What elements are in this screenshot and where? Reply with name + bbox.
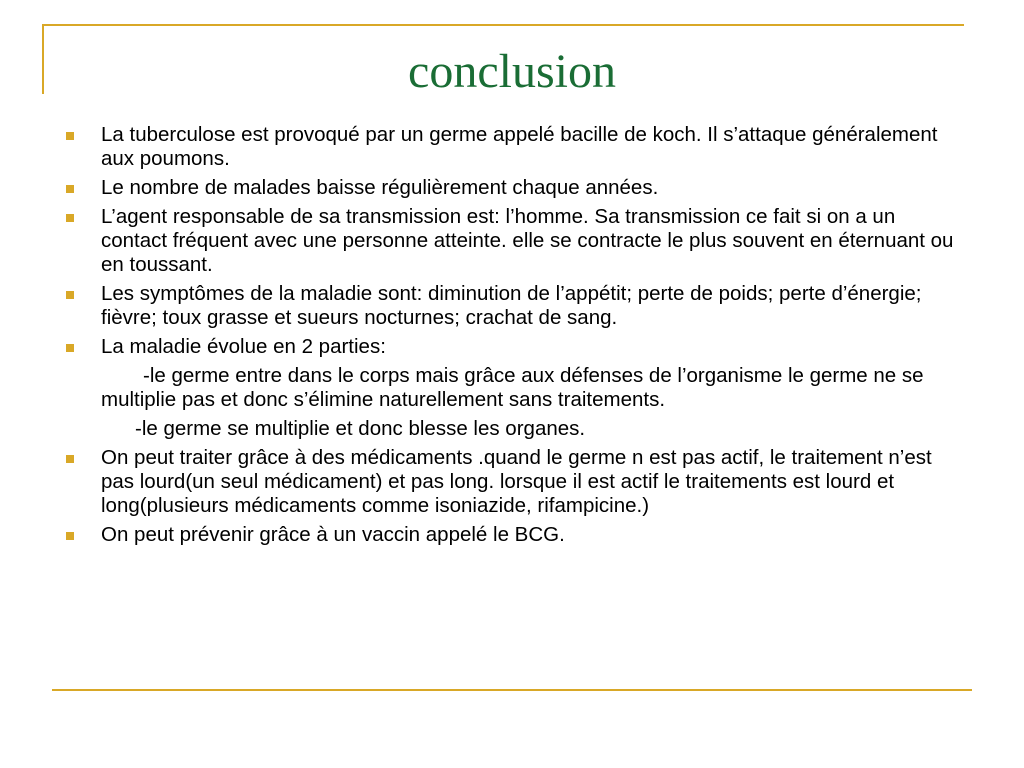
top-border-line — [42, 24, 964, 26]
bullet-item — [66, 282, 966, 330]
bullet-text: On peut prévenir grâce à un vaccin appelé le BCG. — [101, 523, 565, 546]
bullet-item — [66, 523, 966, 547]
bullet-item — [66, 335, 966, 359]
bullet-text: La tuberculose est provoqué par un germe appelé bacille de koch. Il s’attaque généralement aux poumons. — [101, 123, 938, 170]
bullet-item — [66, 176, 966, 200]
slide-title: conclusion — [408, 45, 616, 98]
square-bullet-icon — [66, 455, 74, 463]
sub-item-text: -le germe se multiplie et donc blesse les organes. — [135, 417, 586, 440]
bullet-text: Les symptômes de la maladie sont: diminution de l’appétit; perte de poids; perte d’énergie; fièvre; toux grasse et sueurs nocturnes; crachat de sang. — [101, 282, 922, 329]
square-bullet-icon — [66, 132, 74, 140]
square-bullet-icon — [66, 214, 74, 222]
square-bullet-icon — [66, 291, 74, 299]
square-bullet-icon — [66, 532, 74, 540]
bullet-item — [66, 123, 966, 171]
bullet-text: On peut traiter grâce à des médicaments .quand le germe n est pas actif, le traitement n’est pas lourd(un seul médicament) et pas long. lorsque il est actif le traitements est lourd et long(plusieurs médicaments comme isoniazide, rifampicine.) — [101, 446, 932, 517]
square-bullet-icon — [66, 344, 74, 352]
bullet-item — [66, 205, 966, 277]
bullet-text: L’agent responsable de sa transmission est: l’homme. Sa transmission ce fait si on a un contact fréquent avec une personne atteinte. elle se contracte le plus souvent en éternuant ou en toussant. — [101, 205, 954, 276]
bullet-text: Le nombre de malades baisse régulièrement chaque années. — [101, 176, 659, 199]
bullet-item — [66, 446, 966, 518]
bottom-border-line — [52, 689, 972, 691]
square-bullet-icon — [66, 185, 74, 193]
sub-item — [66, 364, 966, 412]
sub-item — [66, 417, 966, 441]
bullet-list — [66, 123, 966, 552]
bullet-text: La maladie évolue en 2 parties: — [101, 335, 386, 358]
sub-item-text: -le germe entre dans le corps mais grâce aux défenses de l’organisme le germe ne se multiplie pas et donc s’élimine naturellement sans traitements. — [101, 364, 924, 411]
